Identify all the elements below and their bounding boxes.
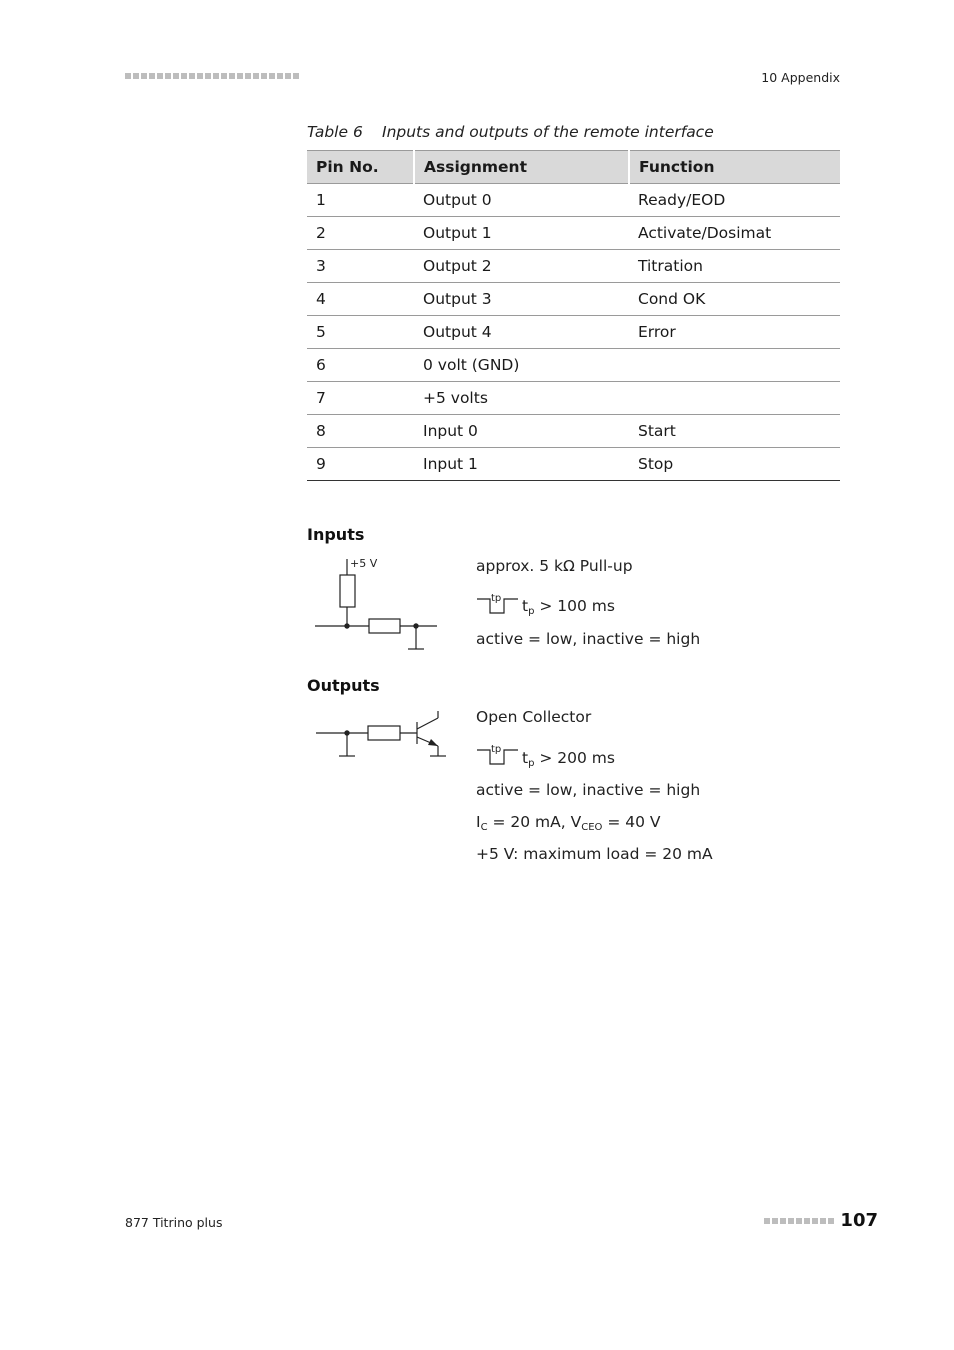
pin-cell: 3 <box>307 250 414 283</box>
outputs-current-voltage <box>476 813 661 833</box>
tp-subscript: p <box>528 606 535 617</box>
footer-page-number-block <box>764 1210 878 1231</box>
function-cell: Start <box>629 415 840 448</box>
table-row <box>307 184 840 217</box>
emitter-arrow <box>428 739 438 746</box>
outputs-pulse-duration <box>522 749 615 769</box>
vceo-value: = 40 V <box>602 813 661 831</box>
assignment-cell: Output 2 <box>414 250 629 283</box>
pin-cell: 2 <box>307 217 414 250</box>
supply-voltage-label: +5 V <box>350 557 378 570</box>
table-row <box>307 250 840 283</box>
outputs-type-text: Open Collector <box>476 708 592 726</box>
header-decoration-dots <box>125 73 299 79</box>
series-resistor <box>369 619 400 633</box>
transistor-collector <box>417 718 438 729</box>
assignment-cell: Output 0 <box>414 184 629 217</box>
assignment-cell: Input 0 <box>414 415 629 448</box>
pin-cell: 5 <box>307 316 414 349</box>
pin-cell: 8 <box>307 415 414 448</box>
output-pulse-icon <box>476 741 522 769</box>
page-number: 107 <box>840 1210 878 1231</box>
table-row <box>307 382 840 415</box>
assignment-cell: 0 volt (GND) <box>414 349 629 382</box>
function-cell: Activate/Dosimat <box>629 217 840 250</box>
table-row <box>307 316 840 349</box>
assignment-cell: Output 1 <box>414 217 629 250</box>
assignment-cell: Output 3 <box>414 283 629 316</box>
function-cell: Ready/EOD <box>629 184 840 217</box>
table-row <box>307 448 840 481</box>
header-section-title: 10 Appendix <box>761 70 840 85</box>
function-cell: Titration <box>629 250 840 283</box>
pin-cell: 4 <box>307 283 414 316</box>
assignment-cell: Input 1 <box>414 448 629 481</box>
pin-cell: 9 <box>307 448 414 481</box>
function-cell <box>629 349 840 382</box>
tp-value: > 100 ms <box>534 597 615 615</box>
table-row <box>307 349 840 382</box>
outputs-levels-text: active = low, inactive = high <box>476 781 701 799</box>
pin-cell: 1 <box>307 184 414 217</box>
table-caption-number: Table 6 <box>307 123 363 141</box>
table-caption-title: Inputs and outputs of the remote interface <box>382 123 714 141</box>
function-cell <box>629 382 840 415</box>
ic-value: = 20 mA, V <box>487 813 582 831</box>
pin-cell: 6 <box>307 349 414 382</box>
tp-value: > 200 ms <box>534 749 615 767</box>
inputs-title: Inputs <box>307 525 365 544</box>
tp-symbol: t <box>522 749 529 767</box>
column-header-pin: Pin No. <box>307 151 414 184</box>
function-cell: Stop <box>629 448 840 481</box>
assignment-cell: +5 volts <box>414 382 629 415</box>
table-header-row <box>307 151 840 184</box>
pullup-resistor <box>340 575 355 607</box>
table-caption <box>307 123 714 141</box>
footer-product-name: 877 Titrino plus <box>125 1215 223 1230</box>
base-resistor <box>368 726 400 740</box>
table-row <box>307 283 840 316</box>
tp-subscript: p <box>528 758 535 769</box>
outputs-max-load: +5 V: maximum load = 20 mA <box>476 845 713 863</box>
ic-subscript: C <box>480 822 488 833</box>
function-cell: Error <box>629 316 840 349</box>
input-circuit-diagram <box>313 555 443 655</box>
remote-interface-table <box>307 150 840 481</box>
ic-symbol: I <box>476 813 481 831</box>
column-header-assignment: Assignment <box>414 151 629 184</box>
inputs-levels-text: active = low, inactive = high <box>476 630 701 648</box>
input-pulse-icon <box>476 590 522 618</box>
input-pulse-label: tp <box>491 593 502 604</box>
inputs-pulse-duration <box>522 597 615 617</box>
pin-cell: 7 <box>307 382 414 415</box>
function-cell: Cond OK <box>629 283 840 316</box>
assignment-cell: Output 4 <box>414 316 629 349</box>
column-header-function: Function <box>629 151 840 184</box>
tp-symbol: t <box>522 597 529 615</box>
table-row <box>307 217 840 250</box>
footer-decoration-dots <box>764 1218 834 1224</box>
outputs-title: Outputs <box>307 676 380 695</box>
output-pulse-label: tp <box>491 744 502 755</box>
vceo-subscript: CEO <box>581 822 603 833</box>
inputs-pullup-text: approx. 5 kΩ Pull-up <box>476 557 633 575</box>
table-row <box>307 415 840 448</box>
output-circuit-diagram <box>313 708 453 764</box>
